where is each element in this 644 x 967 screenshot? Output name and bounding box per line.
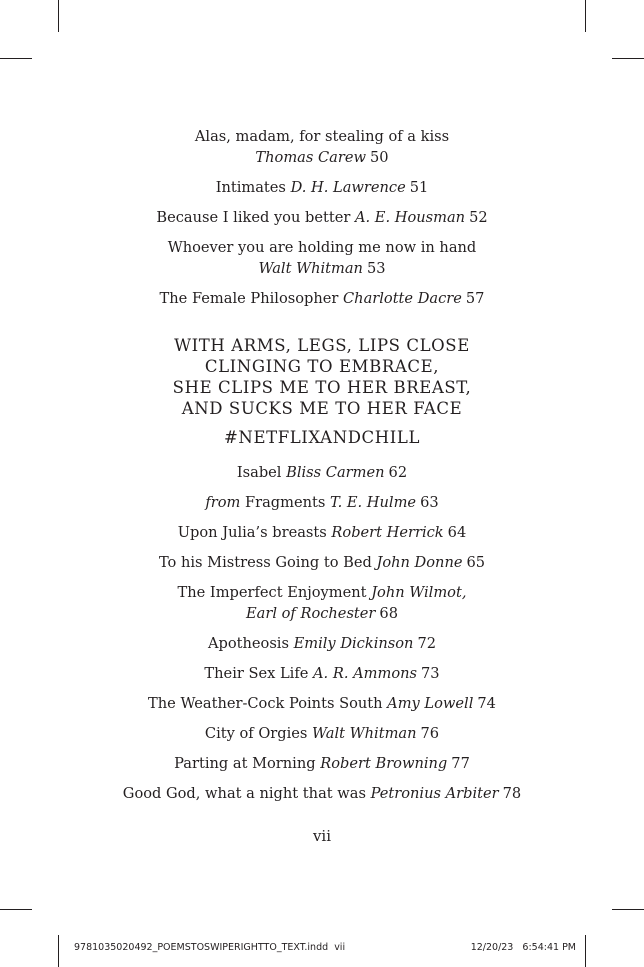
section-heading-line: CLINGING TO EMBRACE,	[204, 357, 440, 376]
crop-mark-top-left-horizontal	[0, 58, 32, 59]
entry-title: The Female Philosopher	[159, 290, 339, 307]
entry-title: Upon Julia’s breasts	[177, 524, 327, 541]
toc-entry	[0, 633, 644, 654]
entry-page-number: 64	[447, 524, 467, 541]
entry-page-number: 65	[466, 554, 486, 571]
entry-author: Robert Browning	[320, 755, 448, 772]
section-hashtag: #NETFLIXANDCHILL	[223, 428, 421, 447]
entry-page-number: 78	[502, 785, 522, 802]
entry-title: The Imperfect Enjoyment	[177, 584, 367, 601]
entry-author: A. E. Housman	[354, 209, 466, 226]
section-heading-line: WITH ARMS, LEGS, LIPS CLOSE	[174, 336, 470, 355]
toc-entry	[0, 783, 644, 804]
crop-mark-bottom-right-horizontal	[612, 909, 644, 910]
toc-entry	[0, 552, 644, 573]
entry-title: City of Orgies	[204, 725, 308, 742]
entry-page-number: 77	[451, 755, 470, 772]
entry-author: T. E. Hulme	[330, 494, 417, 511]
entry-author: Walt Whitman	[312, 725, 417, 742]
entry-author: Robert Herrick	[331, 524, 444, 541]
entry-page-number: 74	[477, 695, 496, 712]
entry-title: Intimates	[215, 179, 286, 196]
slug-page: vii	[334, 942, 346, 953]
entry-author: Thomas Carew	[255, 149, 366, 166]
folio-page-number: vii	[312, 827, 332, 845]
toc-entry	[0, 177, 644, 198]
toc-entry	[0, 753, 644, 774]
toc-entry	[0, 462, 644, 483]
crop-mark-top-right-horizontal	[612, 58, 644, 59]
entry-author: John Donne	[376, 554, 463, 571]
entry-author: D. H. Lawrence	[290, 179, 406, 196]
toc-entry	[0, 237, 644, 279]
entry-title: Their Sex Life	[204, 665, 309, 682]
toc-entry	[0, 207, 644, 228]
crop-mark-bottom-left-vertical	[58, 935, 59, 967]
toc-entry	[0, 522, 644, 543]
entry-title: Because I liked you better	[156, 209, 351, 226]
slug-filename: 9781035020492_POEMSTOSWIPERIGHTTO_TEXT.indd	[74, 942, 329, 953]
entry-page-number: 51	[409, 179, 429, 196]
entry-author: Petronius Arbiter	[370, 785, 499, 802]
section-heading-line: AND SUCKS ME TO HER FACE	[181, 399, 463, 418]
toc-entry	[0, 693, 644, 714]
toc-entry	[0, 126, 644, 168]
entry-title: Parting at Morning	[174, 755, 316, 772]
entry-page-number: 68	[379, 605, 398, 622]
entry-title: To his Mistress Going to Bed	[158, 554, 372, 571]
toc-entry	[0, 582, 644, 624]
table-of-contents	[0, 126, 644, 813]
crop-mark-bottom-left-horizontal	[0, 909, 32, 910]
entry-page-number: 72	[417, 635, 437, 652]
entry-page-number: 57	[465, 290, 485, 307]
entry-page-number: 73	[421, 665, 440, 682]
crop-mark-bottom-right-vertical	[585, 935, 586, 967]
entry-author: Bliss Carmen	[286, 464, 385, 481]
entry-page-number: 53	[366, 260, 386, 277]
entry-author-continued: Earl of Rochester	[246, 605, 376, 622]
entry-title: Apotheosis	[207, 635, 289, 652]
section-heading	[0, 335, 644, 448]
entry-page-number: 63	[420, 494, 439, 511]
entry-author: A. R. Ammons	[313, 665, 417, 682]
entry-title: Isabel	[236, 464, 282, 481]
entry-author: Walt Whitman	[258, 260, 363, 277]
crop-mark-top-left-vertical	[58, 0, 59, 32]
entry-author: John Wilmot,	[371, 584, 467, 601]
slug-time: 6:54:41 PM	[522, 942, 576, 953]
toc-entry	[0, 663, 644, 684]
entry-title: The Weather-Cock Points South	[148, 695, 383, 712]
entry-page-number: 62	[388, 464, 408, 481]
toc-entry	[0, 723, 644, 744]
entry-title: Alas, madam, for stealing of a kiss	[194, 128, 450, 145]
entry-prefix: from	[205, 494, 241, 511]
entry-title: Good God, what a night that was	[122, 785, 366, 802]
crop-mark-top-right-vertical	[585, 0, 586, 32]
toc-entry	[0, 288, 644, 309]
entry-page-number: 50	[369, 149, 389, 166]
toc-entry	[0, 492, 644, 513]
entry-page-number: 52	[469, 209, 488, 226]
entry-author: Charlotte Dacre	[343, 290, 462, 307]
entry-title: Whoever you are holding me now in hand	[167, 239, 477, 256]
entry-title: Fragments	[244, 494, 326, 511]
entry-page-number: 76	[420, 725, 440, 742]
section-heading-line: SHE CLIPS ME TO HER BREAST,	[172, 378, 472, 397]
entry-author: Amy Lowell	[387, 695, 474, 712]
entry-author: Emily Dickinson	[293, 635, 414, 652]
slug-date: 12/20/23	[470, 942, 514, 953]
